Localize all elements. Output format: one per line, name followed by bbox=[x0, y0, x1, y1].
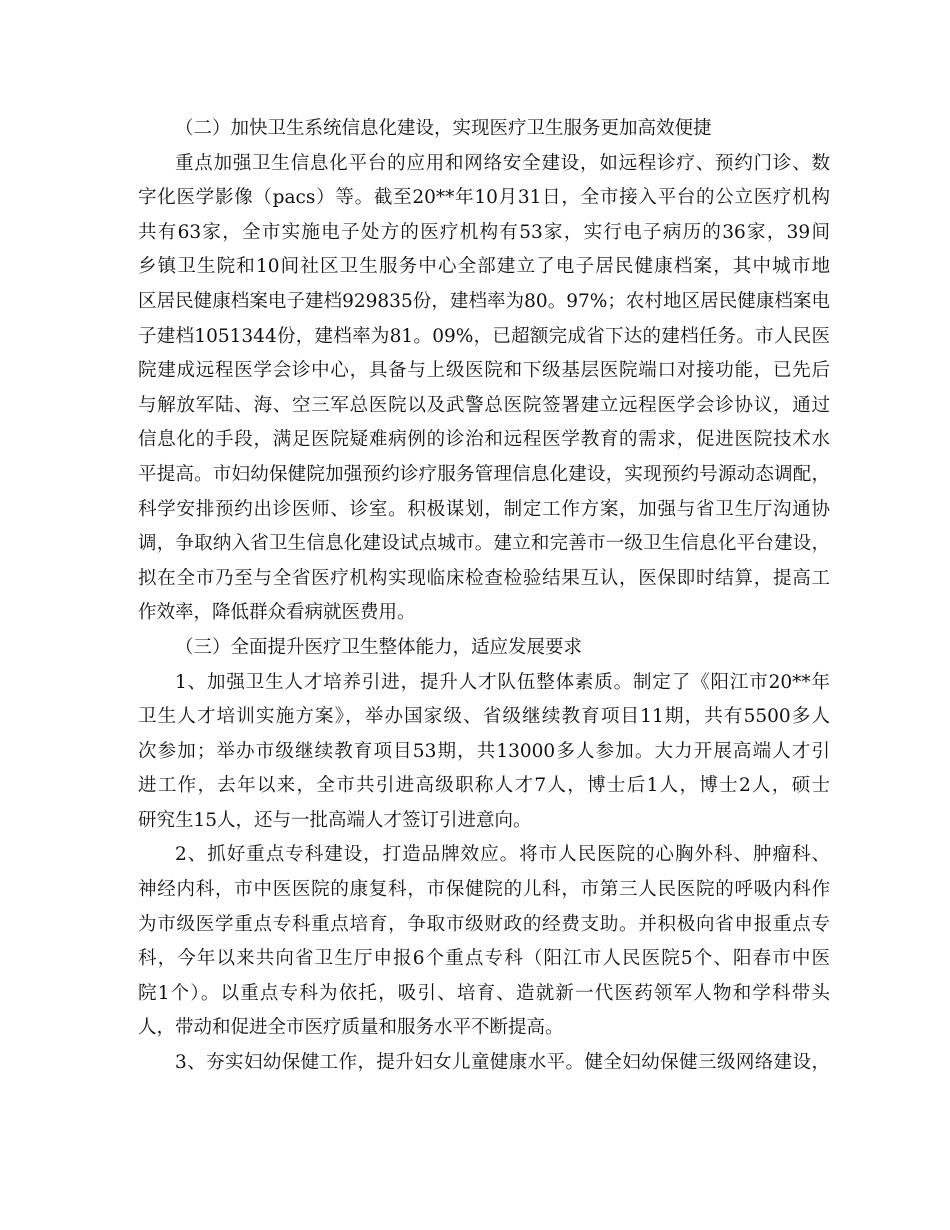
paragraph-line: 乡镇卫生院和10间社区卫生服务中心全部建立了电子居民健康档案，其中城市地 bbox=[138, 256, 830, 278]
paragraph-line: 卫生人才培训实施方案》，举办国家级、省级继续教育项目11期，共有5500多人 bbox=[138, 706, 830, 728]
paragraph-line: 进工作，去年以来，全市共引进高级职称人才7人，博士后1人，博士2人，硕士 bbox=[138, 775, 830, 797]
section-heading: （三）全面提升医疗卫生整体能力，适应发展要求 bbox=[175, 636, 583, 658]
paragraph-line: 2、抓好重点专科建设，打造品牌效应。将市人民医院的心胸外科、肿瘤科、 bbox=[175, 844, 830, 866]
paragraph-line: 与解放军陆、海、空三军总医院以及武警总医院签署建立远程医学会诊协议，通过 bbox=[138, 394, 830, 416]
paragraph-line: 神经内科，市中医医院的康复科，市保健院的儿科，市第三人民医院的呼吸内科作 bbox=[138, 879, 830, 901]
paragraph-line: 3、夯实妇幼保健工作，提升妇女儿童健康水平。健全妇幼保健三级网络建设， bbox=[175, 1052, 830, 1074]
paragraph-line: 平提高。市妇幼保健院加强预约诊疗服务管理信息化建设，实现预约号源动态调配， bbox=[138, 463, 830, 485]
paragraph-line: 信息化的手段，满足医院疑难病例的诊治和远程医学教育的需求，促进医院技术水 bbox=[138, 429, 830, 451]
paragraph-line: 拟在全市乃至与全省医疗机构实现临床检查检验结果互认，医保即时结算，提高工 bbox=[138, 567, 830, 589]
paragraph-line: 科学安排预约出诊医师、诊室。积极谋划，制定工作方案，加强与省卫生厅沟通协 bbox=[138, 498, 830, 520]
paragraph-line: 子建档1051344份，建档率为81。09%，已超额完成省下达的建档任务。市人民医 bbox=[138, 325, 830, 347]
paragraph-line: 字化医学影像（pacs）等。截至20**年10月31日，全市接入平台的公立医疗机构 bbox=[138, 187, 830, 209]
paragraph-line: 重点加强卫生信息化平台的应用和网络安全建设，如远程诊疗、预约门诊、数 bbox=[175, 152, 830, 174]
paragraph-line: 人，带动和促进全市医疗质量和服务水平不断提高。 bbox=[138, 1017, 564, 1039]
paragraph-line: 次参加；举办市级继续教育项目53期，共13000多人参加。大力开展高端人才引 bbox=[138, 740, 830, 762]
paragraph-line: 作效率，降低群众看病就医费用。 bbox=[138, 602, 416, 624]
paragraph-line: 调，争取纳入省卫生信息化建设试点城市。建立和完善市一级卫生信息化平台建设， bbox=[138, 533, 830, 555]
section-heading: （二）加快卫生系统信息化建设，实现医疗卫生服务更加高效便捷 bbox=[175, 118, 712, 139]
paragraph-line: 院1个）。以重点专科为依托，吸引、培育、造就新一代医药领军人物和学科带头 bbox=[138, 982, 830, 1004]
paragraph-line: 院建成远程医学会诊中心，具备与上级医院和下级基层医院端口对接功能，已先后 bbox=[138, 360, 830, 382]
paragraph-line: 为市级医学重点专科重点培育，争取市级财政的经费支助。并积极向省申报重点专 bbox=[138, 913, 830, 935]
paragraph-line: 1、加强卫生人才培养引进，提升人才队伍整体素质。制定了《阳江市20**年 bbox=[175, 671, 830, 693]
paragraph-line: 科，今年以来共向省卫生厅申报6个重点专科（阳江市人民医院5个、阳春市中医 bbox=[138, 948, 830, 970]
paragraph-line: 共有63家，全市实施电子处方的医疗机构有53家，实行电子病历的36家，39间 bbox=[138, 221, 830, 243]
paragraph-line: 区居民健康档案电子建档929835份，建档率为80。97%；农村地区居民健康档案电 bbox=[138, 290, 830, 312]
paragraph-line: 研究生15人，还与一批高端人才签订引进意向。 bbox=[138, 809, 532, 831]
